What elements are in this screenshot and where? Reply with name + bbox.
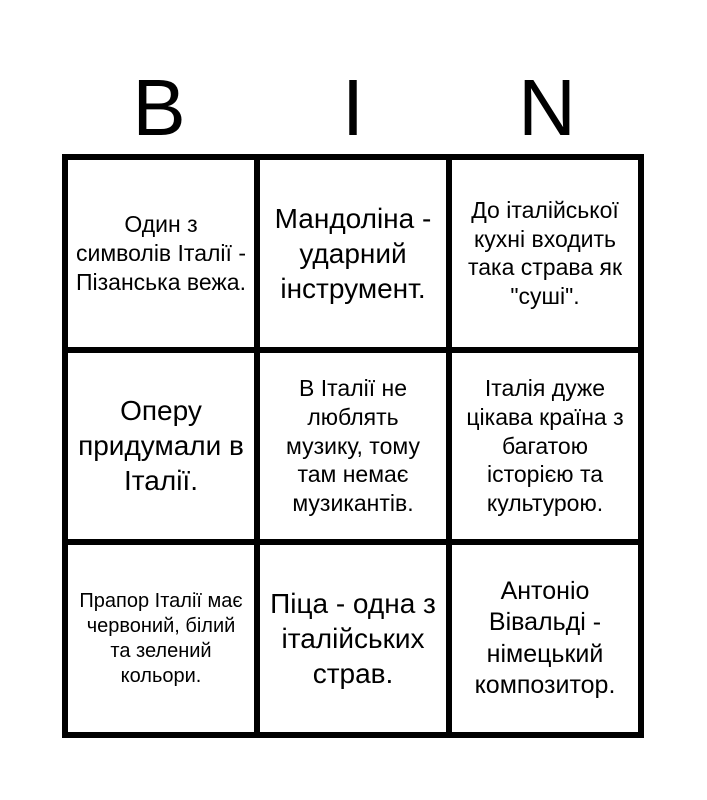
bingo-cell-text: Прапор Італії має червоний, білий та зелений кольори. <box>79 589 243 687</box>
bingo-cell-r1c1[interactable] <box>65 157 257 350</box>
bingo-cell-r1c2[interactable] <box>257 157 449 350</box>
bingo-cell-r2c2[interactable] <box>257 350 449 543</box>
header-letter-n: N <box>518 63 576 152</box>
bingo-cell-r3c3[interactable] <box>449 542 641 735</box>
bingo-cell-text: Антоніо Вівальді - німецький композитор. <box>474 577 616 699</box>
bingo-cell-text: До італійської кухні входить така страва як "суші". <box>467 196 623 310</box>
bingo-cell-r1c3[interactable] <box>449 157 641 350</box>
bingo-cell-text: Один з символів Італії - Пізанська вежа. <box>76 211 246 295</box>
bingo-cell-r2c1[interactable] <box>65 350 257 543</box>
bingo-cell-text: Мандоліна - ударний інструмент. <box>274 202 432 304</box>
bingo-cell-r2c3[interactable] <box>449 350 641 543</box>
bingo-card-grid <box>62 154 644 738</box>
bingo-cell-text: Оперу придумали в Італії. <box>78 395 244 497</box>
bingo-cell-text: Піца - одна з італійських страв. <box>270 588 436 690</box>
header-letter-b: B <box>132 63 186 152</box>
header-letter-i: I <box>341 63 365 152</box>
bingo-cell-text: Італія дуже цікава країна з багатою історією та культурою. <box>466 375 624 517</box>
bingo-header <box>62 60 644 156</box>
bingo-cell-r3c2[interactable] <box>257 542 449 735</box>
bingo-cell-text: В Італії не люблять музику, тому там немає музикантів. <box>286 375 420 517</box>
bingo-cell-r3c1[interactable] <box>65 542 257 735</box>
